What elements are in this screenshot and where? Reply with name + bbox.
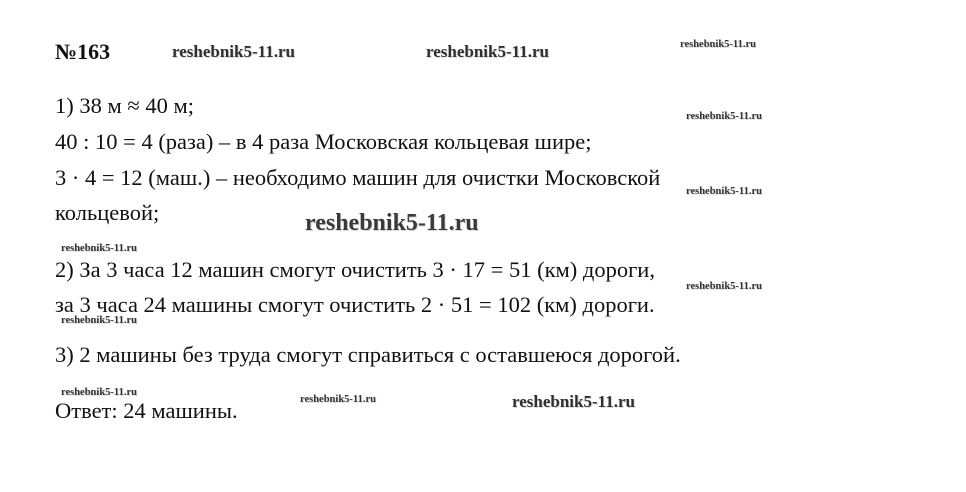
problem-number: №163 bbox=[55, 39, 111, 64]
solution-line-5: 2) За 3 часа 12 машин смогут очистить 3 · 17 = 51 (км) дороги, bbox=[55, 257, 655, 282]
watermark: reshebnik5-11.ru bbox=[61, 387, 137, 398]
watermark: reshebnik5-11.ru bbox=[61, 243, 137, 254]
watermark: reshebnik5-11.ru bbox=[686, 281, 762, 292]
watermark: reshebnik5-11.ru bbox=[61, 315, 137, 326]
solution-line-2: 40 : 10 = 4 (раза) – в 4 раза Московская кольцевая шире; bbox=[55, 129, 592, 154]
watermark: reshebnik5-11.ru bbox=[680, 39, 756, 50]
solution-line-7: 3) 2 машины без труда смогут справиться с оставшеюся дорогой. bbox=[55, 342, 681, 367]
watermark: reshebnik5-11.ru bbox=[426, 42, 549, 61]
watermark: reshebnik5-11.ru bbox=[300, 394, 376, 405]
watermark: reshebnik5-11.ru bbox=[512, 392, 635, 411]
solution-line-3: 3 · 4 = 12 (маш.) – необходимо машин для очистки Московской bbox=[55, 165, 661, 190]
watermark: reshebnik5-11.ru bbox=[686, 186, 762, 197]
watermark: reshebnik5-11.ru bbox=[686, 111, 762, 122]
solution-line-1: 1) 38 м ≈ 40 м; bbox=[55, 93, 194, 118]
solution-line-4: кольцевой; bbox=[55, 200, 160, 225]
watermark: reshebnik5-11.ru bbox=[305, 210, 479, 236]
answer-line: Ответ: 24 машины. bbox=[55, 398, 238, 423]
solution-line-6: за 3 часа 24 машины смогут очистить 2 · 51 = 102 (км) дороги. bbox=[55, 292, 655, 317]
watermark: reshebnik5-11.ru bbox=[172, 42, 295, 61]
